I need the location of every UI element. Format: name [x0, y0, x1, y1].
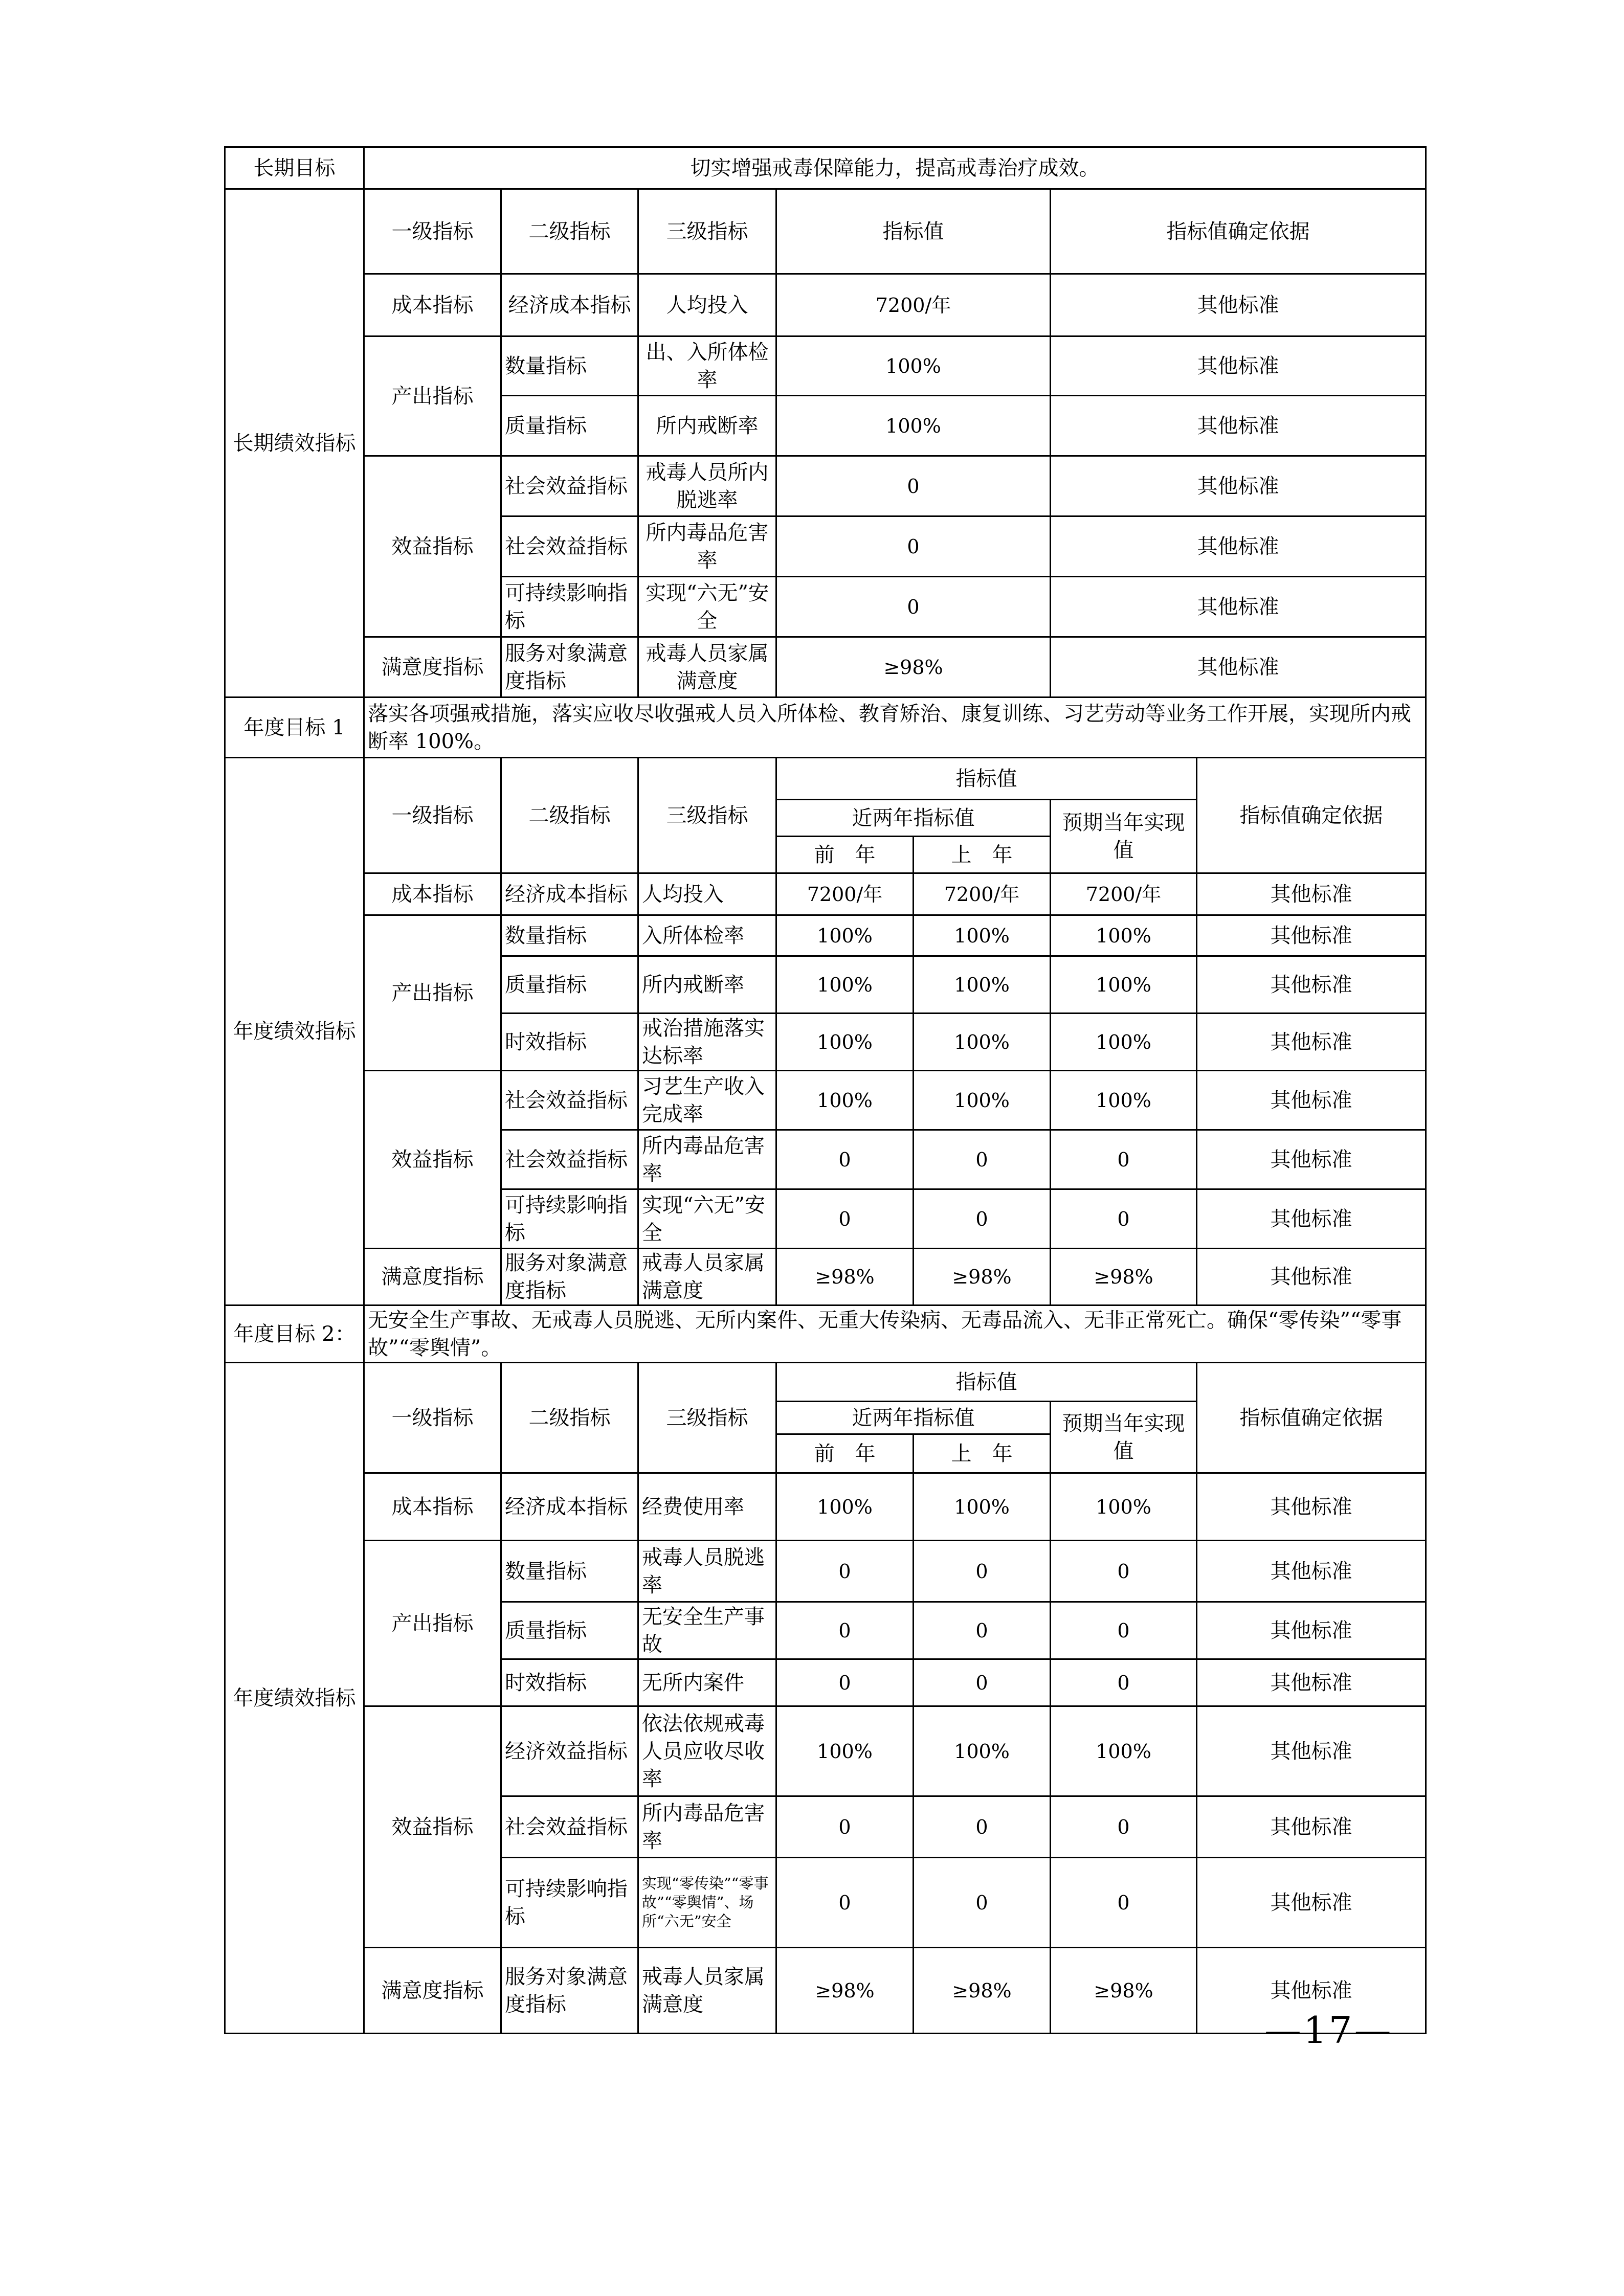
header-level3: 三级指标: [638, 758, 776, 873]
header-level3: 三级指标: [638, 189, 776, 274]
prev-year-cell: 0: [776, 1189, 914, 1249]
last-year-cell: 0: [914, 1130, 1051, 1189]
header-basis: 指标值确定依据: [1197, 758, 1426, 873]
header-expected: 预期当年实现值: [1051, 800, 1197, 873]
last-year-cell: ≥98%: [914, 1948, 1051, 2034]
table-row: [225, 915, 1426, 956]
level2-cell: 质量指标: [501, 396, 638, 456]
level3-cell: 所内戒断率: [638, 956, 776, 1014]
expected-cell: 100%: [1051, 1014, 1197, 1071]
performance-table-page: [224, 146, 1425, 2034]
header-prev-year: 前 年: [776, 837, 914, 873]
level3-cell: 依法依规戒毒人员应收尽收率: [638, 1706, 776, 1796]
prev-year-cell: 100%: [776, 1706, 914, 1796]
header-level1: 一级指标: [364, 758, 501, 873]
header-basis: 指标值确定依据: [1051, 189, 1426, 274]
level2-cell: 数量指标: [501, 1541, 638, 1602]
annual-goal-1-row: [225, 697, 1426, 758]
expected-cell: 100%: [1051, 1071, 1197, 1130]
level1-cell: 成本指标: [364, 274, 501, 336]
table-row: [225, 1071, 1426, 1130]
level1-cell: 满意度指标: [364, 637, 501, 697]
level3-cell: 所内毒品危害率: [638, 1130, 776, 1189]
basis-cell: 其他标准: [1197, 915, 1426, 956]
prev-year-cell: 100%: [776, 956, 914, 1014]
level1-cell: 满意度指标: [364, 1249, 501, 1305]
annual-goal-2-text: 无安全生产事故、无戒毒人员脱逃、无所内案件、无重大传染病、无毒品流入、无非正常死亡。确保“零传染”“零事故”“零舆情”。: [364, 1305, 1426, 1363]
level1-cell: 成本指标: [364, 873, 501, 915]
last-year-cell: 0: [914, 1189, 1051, 1249]
last-year-cell: 0: [914, 1541, 1051, 1602]
level3-cell: 实现“零传染”“零事故”“零舆情”、场所“六无”安全: [638, 1858, 776, 1948]
value-cell: 100%: [776, 396, 1051, 456]
level2-cell: 时效指标: [501, 1659, 638, 1706]
basis-cell: 其他标准: [1051, 577, 1426, 637]
prev-year-cell: 0: [776, 1858, 914, 1948]
header-level1: 一级指标: [364, 189, 501, 274]
last-year-cell: 100%: [914, 1473, 1051, 1541]
table-row: [225, 1541, 1426, 1602]
header-value: 指标值: [776, 758, 1197, 800]
level2-cell: 质量指标: [501, 1602, 638, 1659]
level2-cell: 社会效益指标: [501, 456, 638, 516]
expected-cell: 100%: [1051, 1473, 1197, 1541]
basis-cell: 其他标准: [1051, 637, 1426, 697]
level3-cell: 戒治措施落实达标率: [638, 1014, 776, 1071]
expected-cell: 0: [1051, 1858, 1197, 1948]
annual1-section-label: 年度绩效指标: [225, 758, 364, 1305]
expected-cell: 0: [1051, 1189, 1197, 1249]
last-year-cell: 100%: [914, 1706, 1051, 1796]
basis-cell: 其他标准: [1197, 956, 1426, 1014]
level1-cell: 效益指标: [364, 456, 501, 637]
long-header-row: [225, 189, 1426, 274]
level2-cell: 经济成本指标: [501, 1473, 638, 1541]
last-year-cell: 0: [914, 1602, 1051, 1659]
basis-cell: 其他标准: [1051, 456, 1426, 516]
expected-cell: ≥98%: [1051, 1249, 1197, 1305]
basis-cell: 其他标准: [1197, 1473, 1426, 1541]
prev-year-cell: 100%: [776, 1014, 914, 1071]
level3-cell: 戒毒人员家属满意度: [638, 1948, 776, 2034]
level3-cell: 实现“六无”安全: [638, 577, 776, 637]
level3-cell: 无安全生产事故: [638, 1602, 776, 1659]
level3-cell: 人均投入: [638, 274, 776, 336]
last-year-cell: 100%: [914, 1071, 1051, 1130]
level2-cell: 服务对象满意度指标: [501, 1948, 638, 2034]
last-year-cell: 0: [914, 1796, 1051, 1858]
expected-cell: 100%: [1051, 956, 1197, 1014]
table-row: [225, 1706, 1426, 1796]
header-level3: 三级指标: [638, 1363, 776, 1473]
basis-cell: 其他标准: [1051, 516, 1426, 577]
level2-cell: 社会效益指标: [501, 1071, 638, 1130]
table-row: [225, 274, 1426, 336]
expected-cell: 7200/年: [1051, 873, 1197, 915]
expected-cell: 100%: [1051, 1706, 1197, 1796]
basis-cell: 其他标准: [1051, 396, 1426, 456]
last-year-cell: 100%: [914, 956, 1051, 1014]
prev-year-cell: 7200/年: [776, 873, 914, 915]
level1-cell: 产出指标: [364, 1541, 501, 1706]
level3-cell: 戒毒人员脱逃率: [638, 1541, 776, 1602]
level3-cell: 无所内案件: [638, 1659, 776, 1706]
last-year-cell: 100%: [914, 1014, 1051, 1071]
basis-cell: 其他标准: [1197, 1602, 1426, 1659]
level2-cell: 数量指标: [501, 336, 638, 396]
basis-cell: 其他标准: [1197, 1659, 1426, 1706]
header-recent: 近两年指标值: [776, 800, 1051, 837]
level2-cell: 经济效益指标: [501, 1706, 638, 1796]
level3-cell: 出、入所体检率: [638, 336, 776, 396]
table-row: [225, 637, 1426, 697]
last-year-cell: ≥98%: [914, 1249, 1051, 1305]
table-row: [225, 336, 1426, 396]
prev-year-cell: 0: [776, 1541, 914, 1602]
prev-year-cell: 100%: [776, 1473, 914, 1541]
basis-cell: 其他标准: [1197, 1071, 1426, 1130]
prev-year-cell: ≥98%: [776, 1948, 914, 2034]
header-expected: 预期当年实现值: [1051, 1402, 1197, 1473]
expected-cell: 0: [1051, 1541, 1197, 1602]
value-cell: 100%: [776, 336, 1051, 396]
prev-year-cell: 0: [776, 1659, 914, 1706]
basis-cell: 其他标准: [1197, 1706, 1426, 1796]
level1-cell: 产出指标: [364, 336, 501, 456]
header-basis: 指标值确定依据: [1197, 1363, 1426, 1473]
prev-year-cell: 100%: [776, 1071, 914, 1130]
annual1-header-row: [225, 758, 1426, 800]
basis-cell: 其他标准: [1197, 1796, 1426, 1858]
level2-cell: 经济成本指标: [501, 873, 638, 915]
level3-cell: 习艺生产收入完成率: [638, 1071, 776, 1130]
table-row: [225, 1473, 1426, 1541]
level3-cell: 戒毒人员家属满意度: [638, 1249, 776, 1305]
level1-cell: 成本指标: [364, 1473, 501, 1541]
level1-cell: 效益指标: [364, 1706, 501, 1948]
basis-cell: 其他标准: [1197, 1014, 1426, 1071]
value-cell: 0: [776, 516, 1051, 577]
last-year-cell: 0: [914, 1659, 1051, 1706]
long-goal-row: [225, 147, 1426, 189]
level3-cell: 戒毒人员所内脱逃率: [638, 456, 776, 516]
level3-cell: 经费使用率: [638, 1473, 776, 1541]
last-year-cell: 100%: [914, 915, 1051, 956]
level2-cell: 经济成本指标: [501, 274, 638, 336]
long-goal-text: 切实增强戒毒保障能力，提高戒毒治疗成效。: [364, 147, 1426, 189]
level2-cell: 社会效益指标: [501, 516, 638, 577]
basis-cell: 其他标准: [1197, 1249, 1426, 1305]
basis-cell: 其他标准: [1051, 274, 1426, 336]
basis-cell: 其他标准: [1197, 1130, 1426, 1189]
level3-cell: 所内毒品危害率: [638, 516, 776, 577]
long-goal-label: 长期目标: [225, 147, 364, 189]
level3-cell: 所内戒断率: [638, 396, 776, 456]
annual-goal-2-row: [225, 1305, 1426, 1363]
prev-year-cell: 0: [776, 1130, 914, 1189]
header-level2: 二级指标: [501, 189, 638, 274]
expected-cell: 0: [1051, 1130, 1197, 1189]
header-prev-year: 前 年: [776, 1434, 914, 1473]
prev-year-cell: 0: [776, 1602, 914, 1659]
level3-cell: 所内毒品危害率: [638, 1796, 776, 1858]
expected-cell: 0: [1051, 1602, 1197, 1659]
header-value: 指标值: [776, 189, 1051, 274]
basis-cell: 其他标准: [1197, 1858, 1426, 1948]
level2-cell: 可持续影响指标: [501, 1189, 638, 1249]
performance-indicator-table: [224, 146, 1427, 2034]
basis-cell: 其他标准: [1197, 873, 1426, 915]
value-cell: ≥98%: [776, 637, 1051, 697]
header-last-year: 上 年: [914, 837, 1051, 873]
level1-cell: 满意度指标: [364, 1948, 501, 2034]
header-level2: 二级指标: [501, 758, 638, 873]
long-section-label: 长期绩效指标: [225, 189, 364, 697]
basis-cell: 其他标准: [1197, 1948, 1426, 2034]
level2-cell: 服务对象满意度指标: [501, 637, 638, 697]
prev-year-cell: 100%: [776, 915, 914, 956]
level1-cell: 产出指标: [364, 915, 501, 1071]
expected-cell: 0: [1051, 1659, 1197, 1706]
header-recent: 近两年指标值: [776, 1402, 1051, 1434]
level2-cell: 数量指标: [501, 915, 638, 956]
annual2-section-label: 年度绩效指标: [225, 1363, 364, 2034]
prev-year-cell: 0: [776, 1796, 914, 1858]
level2-cell: 服务对象满意度指标: [501, 1249, 638, 1305]
last-year-cell: 7200/年: [914, 873, 1051, 915]
value-cell: 0: [776, 456, 1051, 516]
value-cell: 7200/年: [776, 274, 1051, 336]
level1-cell: 效益指标: [364, 1071, 501, 1249]
level3-cell: 人均投入: [638, 873, 776, 915]
header-level2: 二级指标: [501, 1363, 638, 1473]
basis-cell: 其他标准: [1051, 336, 1426, 396]
expected-cell: ≥98%: [1051, 1948, 1197, 2034]
prev-year-cell: ≥98%: [776, 1249, 914, 1305]
level3-cell: 实现“六无”安全: [638, 1189, 776, 1249]
level3-cell: 戒毒人员家属满意度: [638, 637, 776, 697]
expected-cell: 100%: [1051, 915, 1197, 956]
annual2-header-row: [225, 1363, 1426, 1402]
page-number: —17—: [1264, 2009, 1393, 2052]
table-row: [225, 456, 1426, 516]
annual-goal-1-label: 年度目标 1: [225, 697, 364, 758]
last-year-cell: 0: [914, 1858, 1051, 1948]
annual-goal-1-text: 落实各项强戒措施，落实应收尽收强戒人员入所体检、教育矫治、康复训练、习艺劳动等业务工作开展，实现所内戒断率 100%。: [364, 697, 1426, 758]
header-value: 指标值: [776, 1363, 1197, 1402]
level3-cell: 入所体检率: [638, 915, 776, 956]
expected-cell: 0: [1051, 1796, 1197, 1858]
basis-cell: 其他标准: [1197, 1541, 1426, 1602]
header-last-year: 上 年: [914, 1434, 1051, 1473]
level2-cell: 社会效益指标: [501, 1796, 638, 1858]
value-cell: 0: [776, 577, 1051, 637]
level2-cell: 社会效益指标: [501, 1130, 638, 1189]
level2-cell: 可持续影响指标: [501, 577, 638, 637]
table-row: [225, 873, 1426, 915]
level2-cell: 时效指标: [501, 1014, 638, 1071]
table-row: [225, 1249, 1426, 1305]
basis-cell: 其他标准: [1197, 1189, 1426, 1249]
header-level1: 一级指标: [364, 1363, 501, 1473]
table-row: [225, 1948, 1426, 2034]
annual-goal-2-label: 年度目标 2：: [225, 1305, 364, 1363]
level2-cell: 质量指标: [501, 956, 638, 1014]
level2-cell: 可持续影响指标: [501, 1858, 638, 1948]
